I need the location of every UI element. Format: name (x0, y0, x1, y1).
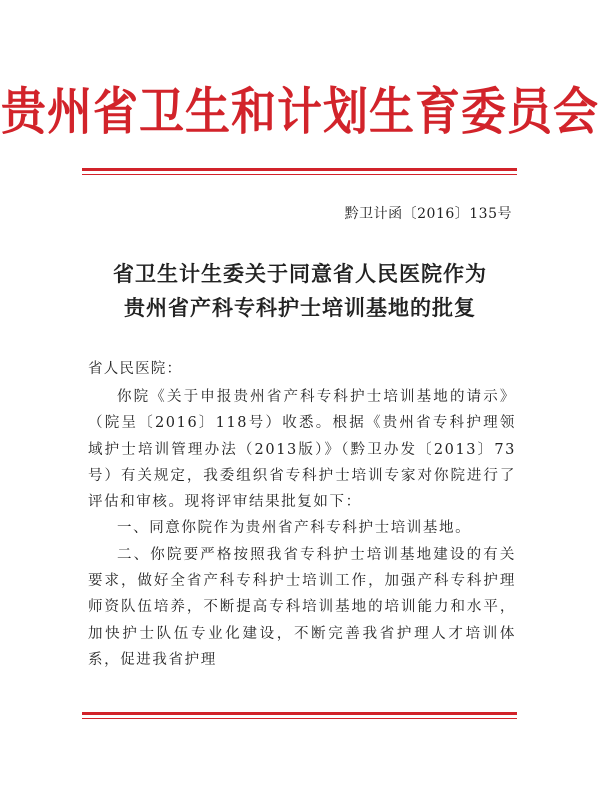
letterhead-title: 贵州省卫生和计划生育委员会 (0, 81, 599, 142)
document-number: 黔卫计函〔2016〕135号 (344, 206, 512, 222)
document-title-line-2: 贵州省产科专科护士培训基地的批复 (124, 295, 476, 320)
header-divider-thick (82, 168, 517, 171)
footer-divider-thick (82, 712, 517, 715)
paragraph-1: 你院《关于申报贵州省产科专科护士培训基地的请示》（院呈〔2016〕118号）收悉。根据《贵州省专科护理领域护士培训管理办法（2013版）》（黔卫办发〔2013〕73 号）有关规定，我委组织省专科护士培训专家对你院进行了评估和审核。现将评审结果批复如下： (88, 389, 516, 511)
header-divider-thin (82, 174, 517, 175)
document-title-line-1: 省卫生计生委关于同意省人民医院作为 (113, 261, 487, 286)
paragraph-2: 一、同意你院作为贵州省产科专科护士培训基地。 (117, 520, 472, 537)
document-body (88, 384, 516, 673)
footer-divider-thin (82, 718, 517, 719)
salutation: 省人民医院： (88, 361, 183, 377)
paragraph-3: 二、你院要严格按照我省专科护士培训基地建设的有关要求，做好全省产科专科护士培训工作，加强产科专科护理师资队伍培养，不断提高专科培训基地的培训能力和水平，加快护士队伍专业化建设，不断完善我省护理人才培训体系，促进我省护理 (88, 546, 516, 668)
